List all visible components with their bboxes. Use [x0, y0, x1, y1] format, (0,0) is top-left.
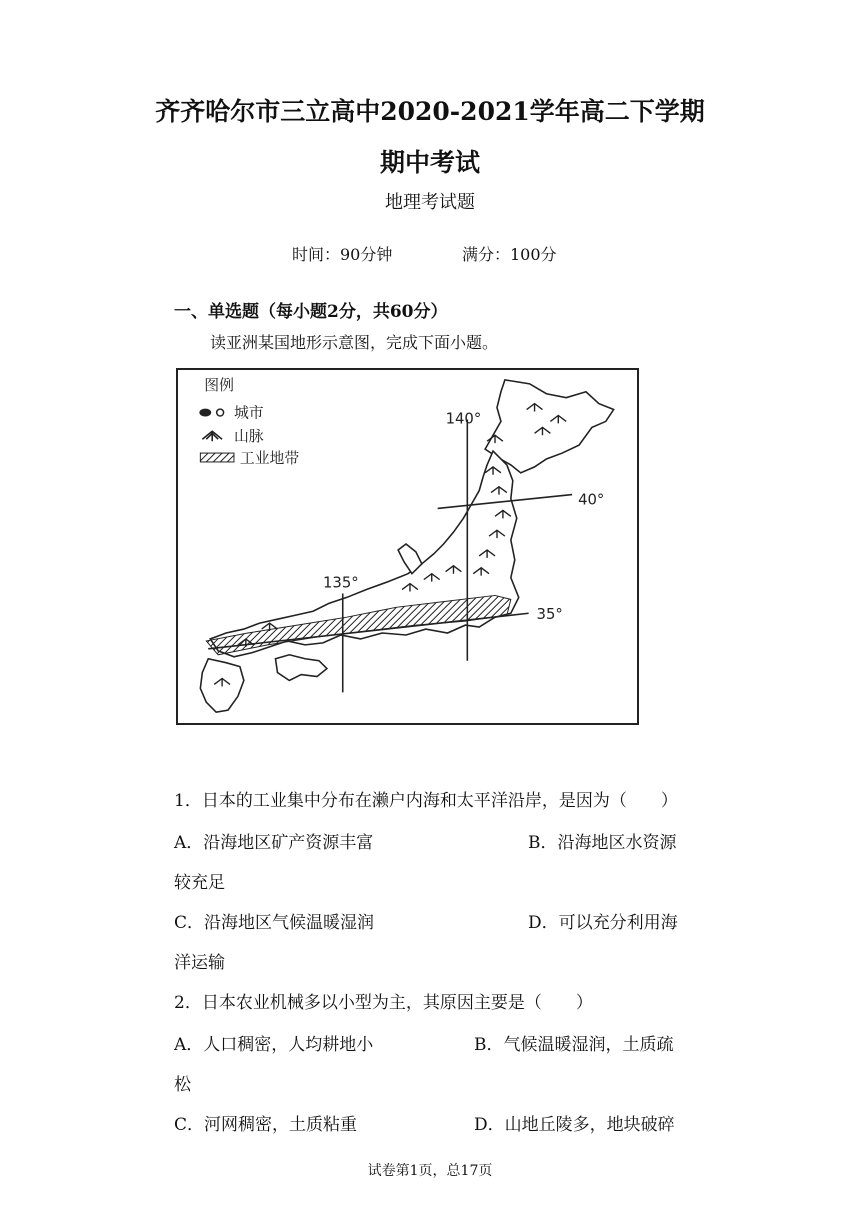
label-lat-35: 35°: [536, 606, 563, 624]
question-1-stem: 1．日本的工业集中分布在濑户内海和太平洋沿岸，是因为（ ）: [174, 791, 678, 811]
question-2-option-d: D．山地丘陵多，地块破碎: [474, 1115, 675, 1135]
industrial-belt-icon: [200, 453, 234, 462]
section-intro: 读亚洲某国地形示意图，完成下面小题。: [210, 333, 499, 352]
question-2-option-b: B．气候温暖湿润，土质疏: [474, 1035, 674, 1055]
question-2-option-c: C．河网稠密，土质粘重: [174, 1115, 358, 1135]
japan-terrain-map: [176, 368, 639, 725]
question-1-option-c: C．沿海地区气候温暖湿润: [174, 913, 375, 933]
question-1-option-b: B．沿海地区水资源: [528, 833, 677, 853]
page-title-line2: 期中考试: [379, 148, 480, 177]
section-heading: 一、单选题（每小题2分，共60分）: [174, 302, 448, 322]
legend-title: 图例: [204, 376, 234, 394]
label-lat-40: 40°: [578, 491, 605, 509]
question-1-option-d: D．可以充分利用海: [528, 913, 678, 933]
page-footer: 试卷第1页，总17页: [367, 1163, 493, 1179]
exam-score: 满分：100分: [462, 245, 557, 264]
question-2-option-b-cont: 松: [174, 1075, 191, 1095]
legend-industrial: 工业地带: [239, 449, 300, 467]
exam-time: 时间：90分钟: [292, 245, 393, 264]
mountain-icon: [202, 431, 222, 441]
hokkaido-island: [485, 380, 614, 473]
question-2-option-a: A．人口稠密，人均耕地小: [174, 1035, 374, 1055]
legend-city: 城市: [233, 404, 264, 422]
page-subtitle: 地理考试题: [385, 192, 475, 213]
question-1-option-a: A．沿海地区矿产资源丰富: [174, 833, 374, 853]
legend-mountain: 山脉: [233, 428, 264, 446]
question-1-option-d-cont: 洋运输: [174, 953, 225, 973]
shikoku-island: [275, 655, 326, 681]
question-1-option-b-cont: 较充足: [174, 873, 225, 893]
city-icon: [199, 409, 223, 417]
label-lon-140: 140°: [445, 410, 482, 428]
label-lon-135: 135°: [322, 574, 359, 592]
page-title-line1: 齐齐哈尔市三立高中2020-2021学年高二下学期: [155, 97, 705, 126]
question-2-stem: 2．日本农业机械多以小型为主，其原因主要是（ ）: [174, 993, 593, 1013]
